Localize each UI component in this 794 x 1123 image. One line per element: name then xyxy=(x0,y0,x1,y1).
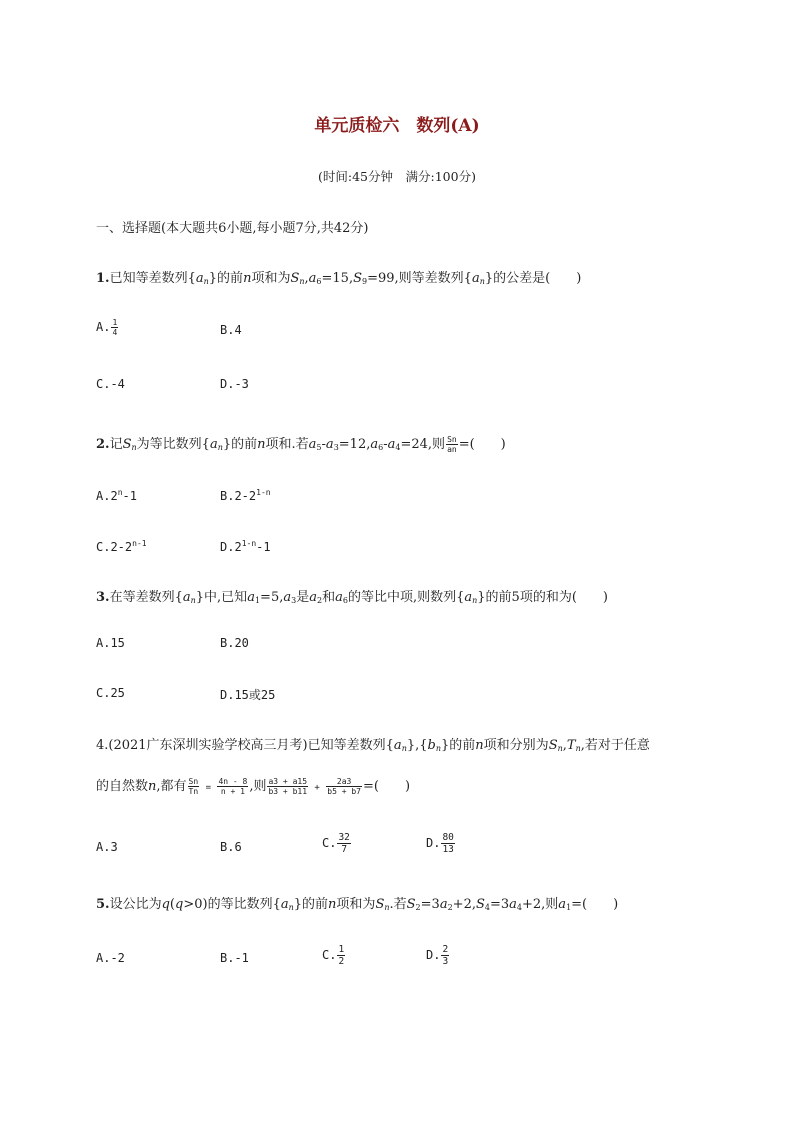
question-3: 3.在等差数列$\{a_n\}$中,已知$a_1=5,a_3$是$a_2$和$a_6$的等比中项,则数列$\{a_n\}$的前5项的和为( ) xyxy=(96,590,608,605)
q4-option-a[interactable]: A.3 xyxy=(96,840,118,854)
question-4-line-2: 的自然数n,都有 $\frac{Sn}{Tn}$ = $\frac{4n - 8}{n + 1}$ ,则 $\frac{a3 + a15}{b3 + b11}$ + $\frac{2a3}{b5 + b7}$ =( ) xyxy=(96,777,411,796)
question-2: 2.记$S_n$为等比数列$\{a_n\}$的前n项和.若$a_5-a_3=12,a_6-a_4=24$,则 $\frac{Sn}{an}$ =( ) xyxy=(96,435,506,454)
q5-option-a[interactable]: A.-2 xyxy=(96,951,125,965)
q5-option-d[interactable]: D. $\frac{2}{3}$ xyxy=(426,944,449,967)
q2-option-d[interactable]: D.2$^{1-n}$-1 xyxy=(220,539,271,554)
q5-option-c[interactable]: C. $\frac{1}{2}$ xyxy=(322,944,345,967)
q3-option-d[interactable]: D.15或25 xyxy=(220,688,276,702)
q4-option-d[interactable]: D. $\frac{80}{13}$ xyxy=(426,832,454,855)
page-title: 单元质检六 数列(A) xyxy=(314,116,480,136)
question-4-line-1: 4.(2021广东深圳实验学校高三月考)已知等差数列$\{a_n\},\{b_n\}$的前n项和分别为$S_n,T_n$,若对于任意 xyxy=(96,738,650,753)
q2-option-c[interactable]: C.2-2$^{n-1}$ xyxy=(96,539,147,554)
q1-option-b[interactable]: B.4 xyxy=(220,323,242,337)
q3-option-b[interactable]: B.20 xyxy=(220,636,249,650)
q3-option-a[interactable]: A.15 xyxy=(96,636,125,650)
q1-option-a[interactable]: A. $\frac{1}{4}$ xyxy=(96,318,118,337)
q5-option-b[interactable]: B.-1 xyxy=(220,951,249,965)
q3-option-c[interactable]: C.25 xyxy=(96,686,125,700)
exam-info: (时间:45分钟 满分:100分) xyxy=(318,169,476,184)
q4-option-c[interactable]: C. $\frac{32}{7}$ xyxy=(322,832,350,855)
question-5: 5.设公比为q(q>0)的等比数列$\{a_n\}$的前n项和为$S_n$.若$S_2=3a_2+2,S_4=3a_4+2$,则$a_1=$( ) xyxy=(96,897,619,912)
q2-option-b[interactable]: B.2-2$^{1-n}$ xyxy=(220,488,271,503)
q1-option-c[interactable]: C.-4 xyxy=(96,377,125,391)
section-heading: 一、选择题(本大题共6小题,每小题7分,共42分) xyxy=(96,221,369,236)
q4-option-b[interactable]: B.6 xyxy=(220,840,242,854)
question-1: 1.已知等差数列$\{a_n\}$的前n项和为$S_n,a_6=15,S_9=99$,则等差数列$\{a_n\}$的公差是( ) xyxy=(96,271,582,286)
q2-option-a[interactable]: A.2$^n$-1 xyxy=(96,488,137,503)
q1-option-d[interactable]: D.-3 xyxy=(220,377,249,391)
